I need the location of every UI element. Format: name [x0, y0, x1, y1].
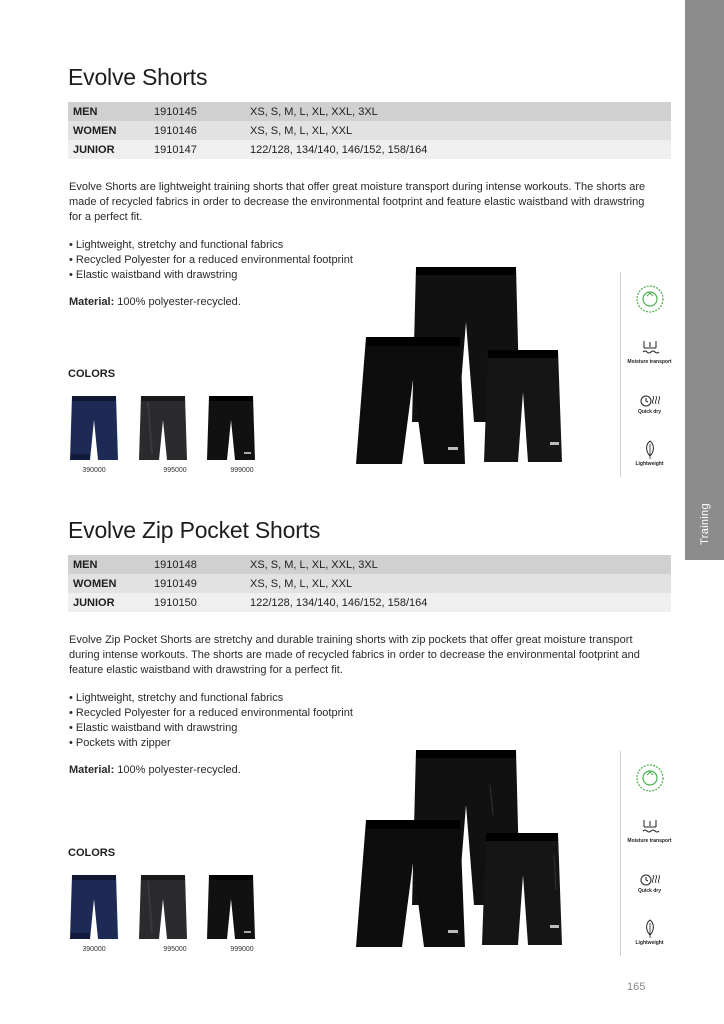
- feature-lightweight: [621, 919, 678, 946]
- feature-bullet: • Lightweight, stretchy and functional fabrics: [69, 692, 284, 704]
- size-table: [68, 555, 671, 612]
- size-row: [68, 555, 671, 574]
- moisture-transport-icon: [640, 338, 660, 358]
- feature-recycled: [621, 284, 678, 314]
- size-row: [68, 140, 671, 159]
- size-group: MEN: [73, 558, 98, 571]
- feature-label: Quick dry: [637, 888, 662, 894]
- moisture-transport-icon: [640, 817, 660, 837]
- feature-icons-column: [620, 272, 677, 477]
- material-line: [69, 764, 241, 776]
- size-table: [68, 102, 671, 159]
- feature-moisture-transport: [621, 817, 678, 844]
- article-number: 1910148: [154, 558, 197, 571]
- feature-bullet: • Recycled Polyester for a reduced environmental footprint: [69, 254, 353, 266]
- product-title: Evolve Zip Pocket Shorts: [68, 517, 321, 543]
- side-tab-label: Training: [698, 503, 711, 545]
- recycle-badge-icon: [635, 284, 665, 314]
- feature-label: Moisture transport: [627, 359, 672, 365]
- product-title: Evolve Shorts: [68, 64, 208, 90]
- colors-heading: COLORS: [68, 368, 116, 380]
- feature-label: Quick dry: [637, 409, 662, 415]
- size-group: WOMEN: [73, 577, 117, 590]
- side-category-tab: [685, 0, 724, 560]
- article-number: 1910147: [154, 143, 197, 156]
- product-image: [350, 262, 575, 474]
- color-code: 390000: [82, 946, 106, 953]
- product-description: Evolve Shorts are lightweight training shorts that offer great moisture transport during intense workouts. The shorts are made of recycled fabrics in order to decrease the environmental footprint and feature elastic waistband with drawstring for a perfect fit.: [69, 181, 646, 223]
- feature-quick-dry: [621, 392, 678, 415]
- feature-label: Moisture transport: [627, 838, 672, 844]
- color-swatch-black[interactable]: [206, 873, 256, 943]
- quick-dry-icon: [639, 392, 661, 408]
- material-line: [69, 296, 241, 308]
- size-list: XS, S, M, L, XL, XXL, 3XL: [250, 105, 378, 118]
- article-number: 1910149: [154, 577, 197, 590]
- feature-moisture-transport: [621, 338, 678, 365]
- color-code: 390000: [82, 467, 106, 474]
- color-code: 995000: [163, 467, 187, 474]
- feature-quick-dry: [621, 871, 678, 894]
- feature-recycled: [621, 763, 678, 793]
- size-list: XS, S, M, L, XL, XXL: [250, 577, 353, 590]
- page-number: 165: [627, 981, 646, 993]
- size-list: XS, S, M, L, XL, XXL, 3XL: [250, 558, 378, 571]
- color-code: 999000: [230, 946, 254, 953]
- feature-bullet: • Pockets with zipper: [69, 737, 171, 749]
- article-number: 1910150: [154, 596, 197, 609]
- size-row: [68, 102, 671, 121]
- color-swatch-asphalt[interactable]: [138, 394, 188, 464]
- size-group: MEN: [73, 105, 98, 118]
- color-code: 999000: [230, 467, 254, 474]
- size-list: 122/128, 134/140, 146/152, 158/164: [250, 596, 428, 609]
- product-image: [350, 745, 575, 957]
- feature-label: Lightweight: [635, 461, 664, 467]
- color-swatch-black[interactable]: [206, 394, 256, 464]
- lightweight-feather-icon: [643, 440, 657, 460]
- color-swatch-navy[interactable]: [69, 394, 119, 464]
- color-code: 995000: [163, 946, 187, 953]
- color-swatch-asphalt[interactable]: [138, 873, 188, 943]
- article-number: 1910145: [154, 105, 197, 118]
- size-row: [68, 121, 671, 140]
- lightweight-feather-icon: [643, 919, 657, 939]
- feature-bullet: • Lightweight, stretchy and functional fabrics: [69, 239, 284, 251]
- color-swatch-navy[interactable]: [69, 873, 119, 943]
- feature-bullet: • Recycled Polyester for a reduced environmental footprint: [69, 707, 353, 719]
- size-group: JUNIOR: [73, 143, 115, 156]
- size-row: [68, 593, 671, 612]
- article-number: 1910146: [154, 124, 197, 137]
- material-label: Material:: [69, 764, 115, 776]
- feature-bullet-list: [69, 238, 353, 283]
- feature-bullet: • Elastic waistband with drawstring: [69, 722, 238, 734]
- feature-lightweight: [621, 440, 678, 467]
- size-list: 122/128, 134/140, 146/152, 158/164: [250, 143, 428, 156]
- colors-heading: COLORS: [68, 847, 116, 859]
- size-list: XS, S, M, L, XL, XXL: [250, 124, 353, 137]
- material-label: Material:: [69, 296, 115, 308]
- feature-label: Lightweight: [635, 940, 664, 946]
- size-group: WOMEN: [73, 124, 117, 137]
- recycle-badge-icon: [635, 763, 665, 793]
- product-description: Evolve Zip Pocket Shorts are stretchy and durable training shorts with zip pockets that offer great moisture transport during intense workouts. The shorts are made of recycled fabrics in order to decrease the environmental footprint and feature elastic waistband with drawstring for a perfect fit.: [69, 634, 640, 676]
- feature-bullet: • Elastic waistband with drawstring: [69, 269, 238, 281]
- size-row: [68, 574, 671, 593]
- material-value: 100% polyester-recycled.: [114, 764, 241, 776]
- material-value: 100% polyester-recycled.: [114, 296, 241, 308]
- size-group: JUNIOR: [73, 596, 115, 609]
- quick-dry-icon: [639, 871, 661, 887]
- feature-bullet-list: [69, 691, 353, 751]
- feature-icons-column: [620, 751, 677, 956]
